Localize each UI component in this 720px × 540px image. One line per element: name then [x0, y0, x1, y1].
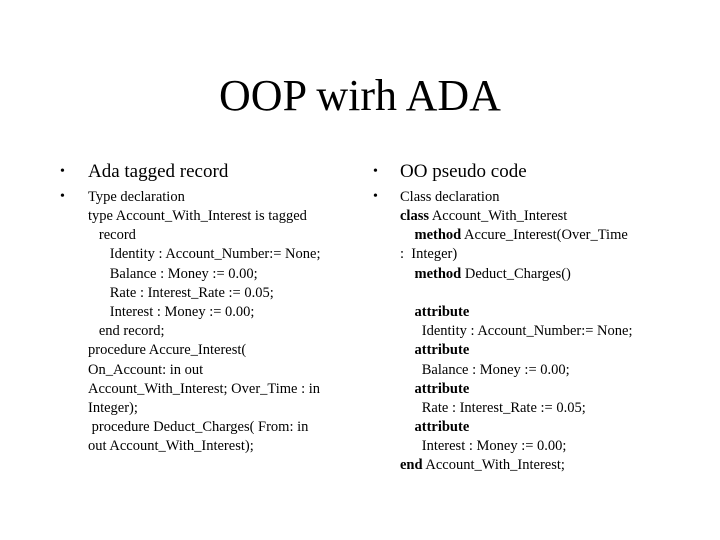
code-line: Rate : Interest_Rate := 0.05; [88, 284, 274, 301]
code-line [400, 361, 632, 380]
right-heading: OO pseudo code [400, 161, 527, 182]
keyword: method [414, 227, 462, 244]
code-line [400, 226, 632, 245]
code-line: Account_With_Interest; Over_Time : in [88, 380, 321, 397]
ada-code-block [88, 207, 320, 456]
code-line [400, 418, 632, 437]
code-line: end record; [88, 323, 165, 340]
keyword: end [400, 457, 423, 474]
pseudo-code-block [400, 207, 632, 476]
keyword: attribute [414, 380, 470, 397]
keyword: class [400, 208, 429, 224]
code-line [400, 303, 632, 322]
code-text: Interest : Money := 0.00; [421, 438, 567, 455]
code-line: out Account_With_Interest); [88, 438, 254, 455]
code-line: On_Account: in out [88, 361, 204, 378]
code-text: Deduct_Charges() [461, 265, 571, 282]
code-line [400, 380, 632, 399]
keyword: attribute [414, 303, 470, 320]
bullet-dot: • [60, 189, 65, 204]
code-line: Identity : Account_Number:= None; [88, 246, 321, 263]
code-line: procedure Accure_Interest( [88, 342, 247, 359]
code-line: procedure Deduct_Charges( From: in [88, 419, 309, 436]
left-subheading: Type declaration [88, 189, 185, 205]
slide-title: OOP wirh ADA [219, 71, 501, 120]
keyword: method [414, 265, 462, 282]
code-text: Account_With_Interest; [422, 457, 565, 474]
code-text: Rate : Interest_Rate := 0.05; [421, 399, 586, 416]
code-text: Balance : Money := 0.00; [421, 361, 570, 378]
code-text: : Integer) [400, 246, 458, 263]
code-text: Identity : Account_Number:= None; [421, 323, 633, 340]
keyword: attribute [414, 342, 470, 359]
left-heading: Ada tagged record [88, 161, 229, 182]
bullet-dot: • [373, 189, 378, 204]
bullet-dot: • [60, 164, 65, 179]
code-line [400, 265, 632, 284]
code-line [400, 456, 632, 475]
right-subheading: Class declaration [400, 189, 500, 205]
code-line: Integer); [88, 399, 138, 416]
code-text: Accure_Interest(Over_Time [461, 227, 628, 244]
bullet-dot: • [373, 164, 378, 179]
code-line: record [88, 227, 136, 244]
code-line [400, 245, 632, 264]
code-line [400, 341, 632, 360]
code-line: Interest : Money := 0.00; [88, 303, 255, 320]
code-line [400, 322, 632, 341]
code-line: type Account_With_Interest is tagged [88, 208, 307, 224]
keyword: attribute [414, 419, 470, 436]
code-text: Account_With_Interest [429, 208, 568, 224]
code-line: Balance : Money := 0.00; [88, 265, 258, 282]
code-line [400, 399, 632, 418]
code-line [400, 437, 632, 456]
code-line [400, 284, 632, 303]
code-line [400, 207, 632, 226]
